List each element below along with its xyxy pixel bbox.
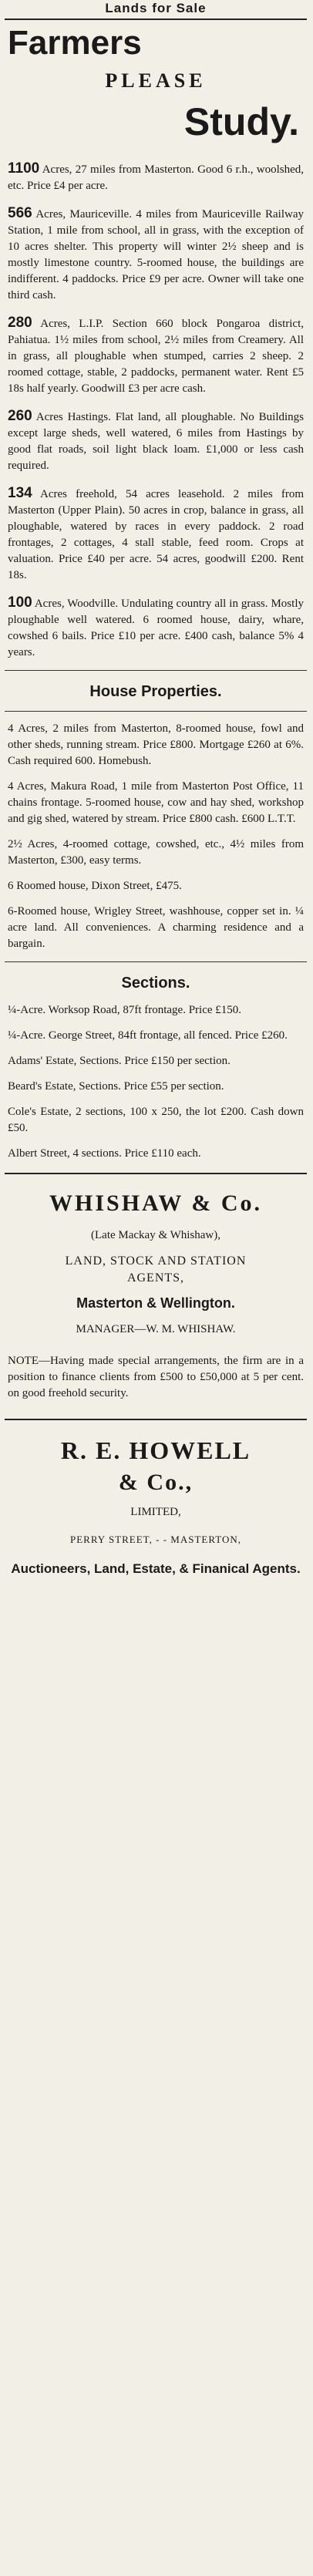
divider	[5, 961, 307, 962]
divider	[5, 1173, 307, 1174]
listing-text: Acres, L.I.P. Section 660 block Pongaroa district, Pahiatua. 1½ miles from school, 2½ miles from Creamery. All in grass, all ploughable when stumped, carries 2 sheep. 2 roomed cottage, stable, 2 paddocks, permanent water. Rent £5 18s half yearly. Goodwill £3 per acre cash.	[8, 318, 304, 395]
listing	[8, 160, 304, 194]
listing-acres: 260	[8, 408, 32, 424]
section-header: Lands for Sale	[105, 1, 207, 15]
headline-please: PLEASE	[105, 69, 207, 92]
divider	[5, 670, 307, 671]
listing-text: Acres, Woodville. Undulating country all in grass. Mostly ploughable well watered. 6 roomed house, dairy, whare, cowshed 6 bails. Price £10 per acre. £400 cash, balance 5% 4 years.	[8, 598, 304, 658]
listing	[8, 594, 304, 661]
howell-firm-name: R. E. HOWELL	[60, 1436, 251, 1464]
listing	[8, 408, 304, 474]
house-listing: 4 Acres, Makura Road, 1 mile from Masterton Post Office, 11 chains frontage. 5-roomed house, cow and hay shed, workshop and gig shed, watered by stream. Price £800 cash. £600 L.T.T.	[8, 780, 304, 825]
listing-acres: 1100	[8, 160, 40, 177]
howell-limited: LIMITED,	[130, 1506, 181, 1518]
house-listing: 6-Roomed house, Wrigley Street, washhouse, copper set in. ¼ acre land. All conveniences. A charming residence and a bargain.	[8, 905, 304, 950]
listing-acres: 566	[8, 205, 32, 221]
listing-acres: 280	[8, 315, 32, 331]
house-listing: 4 Acres, 2 miles from Masterton, 8-roomed house, fowl and other sheds, running stream. Price £800. Mortgage £260 at 6%. Cash required 600. Homebush.	[8, 722, 304, 767]
howell-role: Auctioneers, Land, Estate, & Finanical Agents.	[11, 1561, 301, 1576]
section-listing: Albert Street, 4 sections. Price £110 each.	[8, 1147, 201, 1160]
whishaw-locations: Masterton & Wellington.	[76, 1295, 235, 1311]
section-listing: ¼-Acre. George Street, 84ft frontage, all fenced. Price £260.	[8, 1029, 288, 1042]
whishaw-agents-line1: LAND, STOCK AND STATION	[65, 1254, 247, 1268]
house-properties-heading: House Properties.	[89, 683, 222, 700]
section-listing: ¼-Acre. Worksop Road, 87ft frontage. Price £150.	[8, 1004, 242, 1016]
listing-text: Acres Hastings. Flat land, all ploughable. No Buildings except large sheds, well watered, 6 miles from Hastings by good flat roads, soil light black loam. £1,000 or less cash required.	[8, 411, 304, 472]
howell-co: & Co.,	[118, 1470, 194, 1495]
whishaw-note: NOTE—Having made special arrangements, the firm are in a position to finance clients from £500 to £50,000 at 5 per cent. on good freehold security.	[8, 1355, 304, 1399]
house-listing: 2½ Acres, 4-roomed cottage, cowshed, etc., 4½ miles from Masterton, £300, easy terms.	[8, 838, 304, 867]
listing	[8, 205, 304, 304]
listing-text: Acres, 27 miles from Masterton. Good 6 r.h., woolshed, etc. Price £4 per acre.	[8, 163, 304, 192]
listing-acres: 100	[8, 594, 32, 611]
section-listing: Adams' Estate, Sections. Price £150 per section.	[8, 1055, 231, 1067]
divider	[5, 711, 307, 712]
whishaw-agents-line2: AGENTS,	[126, 1271, 185, 1285]
whishaw-former-name: (Late Mackay & Whishaw),	[91, 1229, 220, 1241]
section-listing: Beard's Estate, Sections. Price £55 per section.	[8, 1080, 224, 1093]
headline-study: Study.	[183, 100, 299, 143]
divider	[5, 19, 307, 20]
listing-text: Acres, Mauriceville. 4 miles from Mauriceville Railway Station, 1 mile from school, all in grass, with the exception of 10 acres shelter. This property will winter 2½ sheep and is mostly limestone country. 5-roomed house, the buildings are indifferent. 4 paddocks. Price £9 per acre. Owner will take one third cash.	[8, 208, 304, 301]
listing	[8, 315, 304, 397]
headline-farmers: Farmers	[8, 24, 142, 62]
section-listing: Cole's Estate, 2 sections, 100 x 250, the lot £200. Cash down £50.	[8, 1106, 304, 1134]
whishaw-manager: MANAGER—W. M. WHISHAW.	[76, 1323, 236, 1335]
sections-heading: Sections.	[121, 975, 190, 992]
house-listing: 6 Roomed house, Dixon Street, £475.	[8, 880, 182, 892]
divider	[5, 1419, 307, 1420]
listing	[8, 485, 304, 584]
listing-acres: 134	[8, 485, 32, 501]
whishaw-firm-name: WHISHAW & Co.	[49, 1190, 262, 1216]
listing-text: Acres freehold, 54 acres leasehold. 2 miles from Masterton (Upper Plain). 50 acres in crop, balance in grass, all ploughable, watered by races in every paddock. 2 road frontages, 2 cottages, 4 stall stable, feed room. Crops at valuation. Price £40 per acre. 54 acres, goodwill £200. Rent 18s.	[8, 488, 304, 581]
howell-address: PERRY STREET, - - MASTERTON,	[70, 1534, 241, 1545]
